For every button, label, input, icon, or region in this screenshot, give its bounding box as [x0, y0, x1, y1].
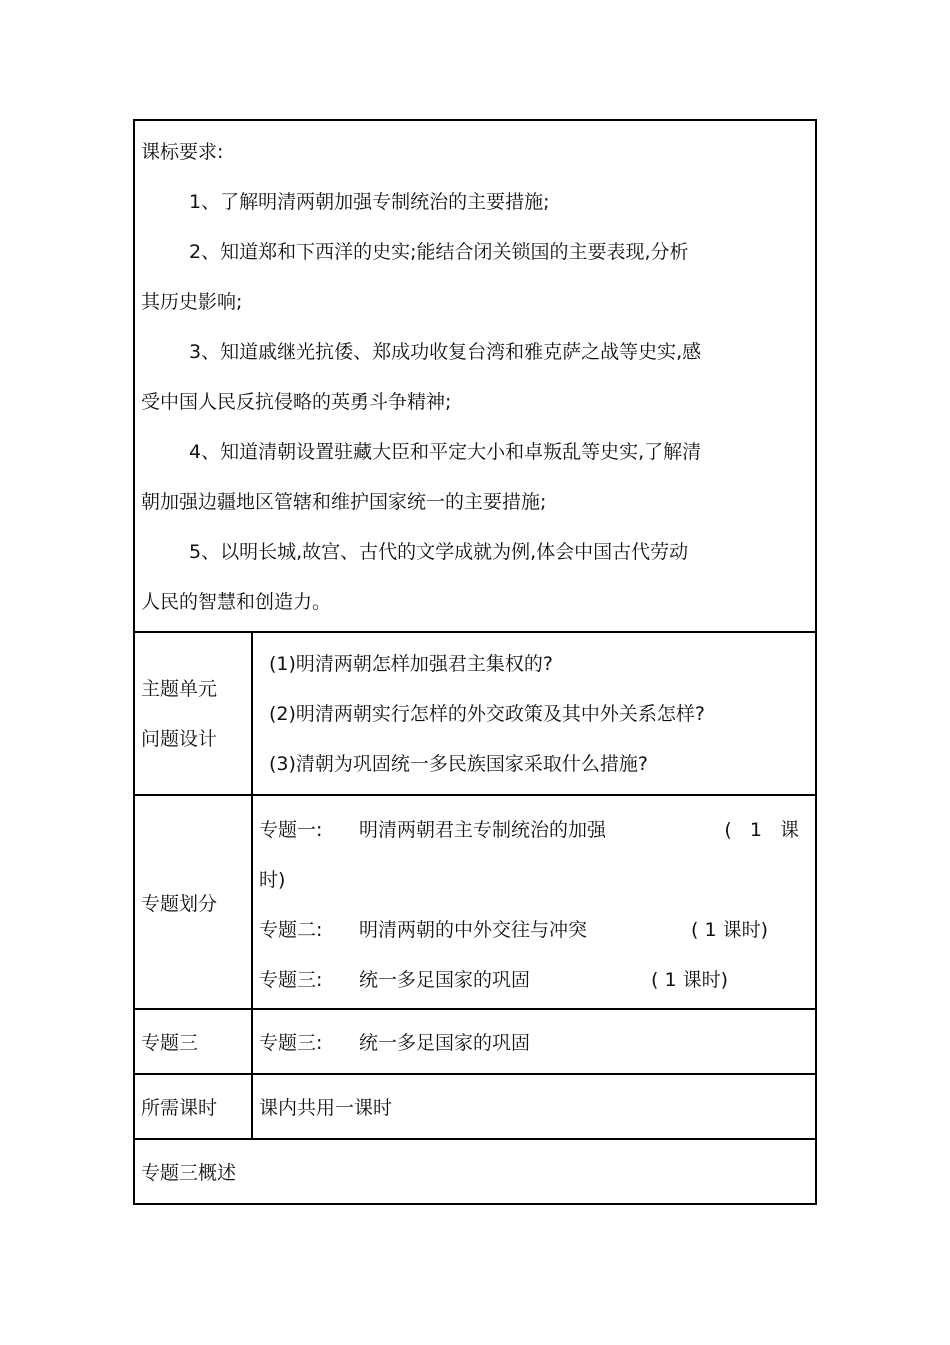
requirement-item: 受中国人民反抗侵略的英勇斗争精神;: [141, 391, 452, 413]
requirement-item: 2、知道郑和下西洋的史实;能结合闭关锁国的主要表现,分析: [189, 241, 689, 263]
topic-hours: ( 1 课时): [691, 919, 768, 941]
topics-row: [135, 794, 815, 1008]
question-item: (2)明清两朝实行怎样的外交政策及其中外关系怎样?: [269, 703, 705, 725]
topic3-row: [135, 1008, 815, 1073]
topic-hours-continued: 时): [259, 869, 286, 891]
topic3-prefix: 专题三:: [259, 1032, 323, 1054]
requirements-cell: [135, 121, 815, 631]
requirements-heading: 课标要求:: [141, 141, 224, 163]
class-hours-label: 所需课时: [135, 1075, 253, 1138]
topic-hours: ( 1 课: [724, 819, 805, 841]
topic-item: [259, 805, 805, 855]
requirement-item: 其历史影响;: [141, 291, 243, 313]
requirement-item: 人民的智慧和创造力。: [141, 591, 332, 613]
topic-prefix: 专题三:: [259, 969, 323, 991]
topic-item: [259, 955, 805, 1005]
requirement-item: 3、知道戚继光抗倭、郑成功收复台湾和雅克萨之战等史实,感: [189, 341, 702, 363]
lesson-plan-table: [133, 119, 817, 1205]
requirements-row: [135, 121, 815, 631]
class-hours-row: [135, 1073, 815, 1138]
requirement-item: 4、知道清朝设置驻藏大臣和平定大小和卓叛乱等史实,了解清: [189, 441, 702, 463]
question-item: (3)清朝为巩固统一多民族国家采取什么措施?: [269, 753, 648, 775]
requirement-item: 朝加强边疆地区管辖和维护国家统一的主要措施;: [141, 491, 547, 513]
topics-label: 专题划分: [135, 796, 253, 1008]
topic3-content: [253, 1010, 815, 1073]
topic-prefix: 专题一:: [259, 819, 323, 841]
topic-title: 明清两朝的中外交往与冲突: [359, 919, 588, 941]
topic-prefix: 专题二:: [259, 919, 323, 941]
questions-label-line: 问题设计: [141, 727, 218, 750]
questions-row: [135, 631, 815, 794]
topics-content: [253, 796, 815, 1008]
overview-row: [135, 1138, 815, 1203]
questions-content: [253, 633, 815, 794]
overview-label: 专题三概述: [141, 1162, 237, 1184]
questions-label-line: 主题单元: [141, 677, 218, 700]
topic-title: 统一多足国家的巩固: [359, 969, 531, 991]
topic-hours: ( 1 课时): [651, 969, 728, 991]
topic-item: [259, 905, 805, 955]
topic3-label: 专题三: [135, 1010, 253, 1073]
requirement-item: 1、了解明清两朝加强专制统治的主要措施;: [189, 191, 550, 213]
requirement-item: 5、以明长城,故宫、古代的文学成就为例,体会中国古代劳动: [189, 541, 689, 563]
question-item: (1)明清两朝怎样加强君主集权的?: [269, 653, 553, 675]
questions-label: [135, 633, 253, 794]
topic3-title: 统一多足国家的巩固: [359, 1032, 531, 1054]
topic-title: 明清两朝君主专制统治的加强: [359, 819, 607, 841]
class-hours-value: 课内共用一课时: [259, 1097, 393, 1119]
